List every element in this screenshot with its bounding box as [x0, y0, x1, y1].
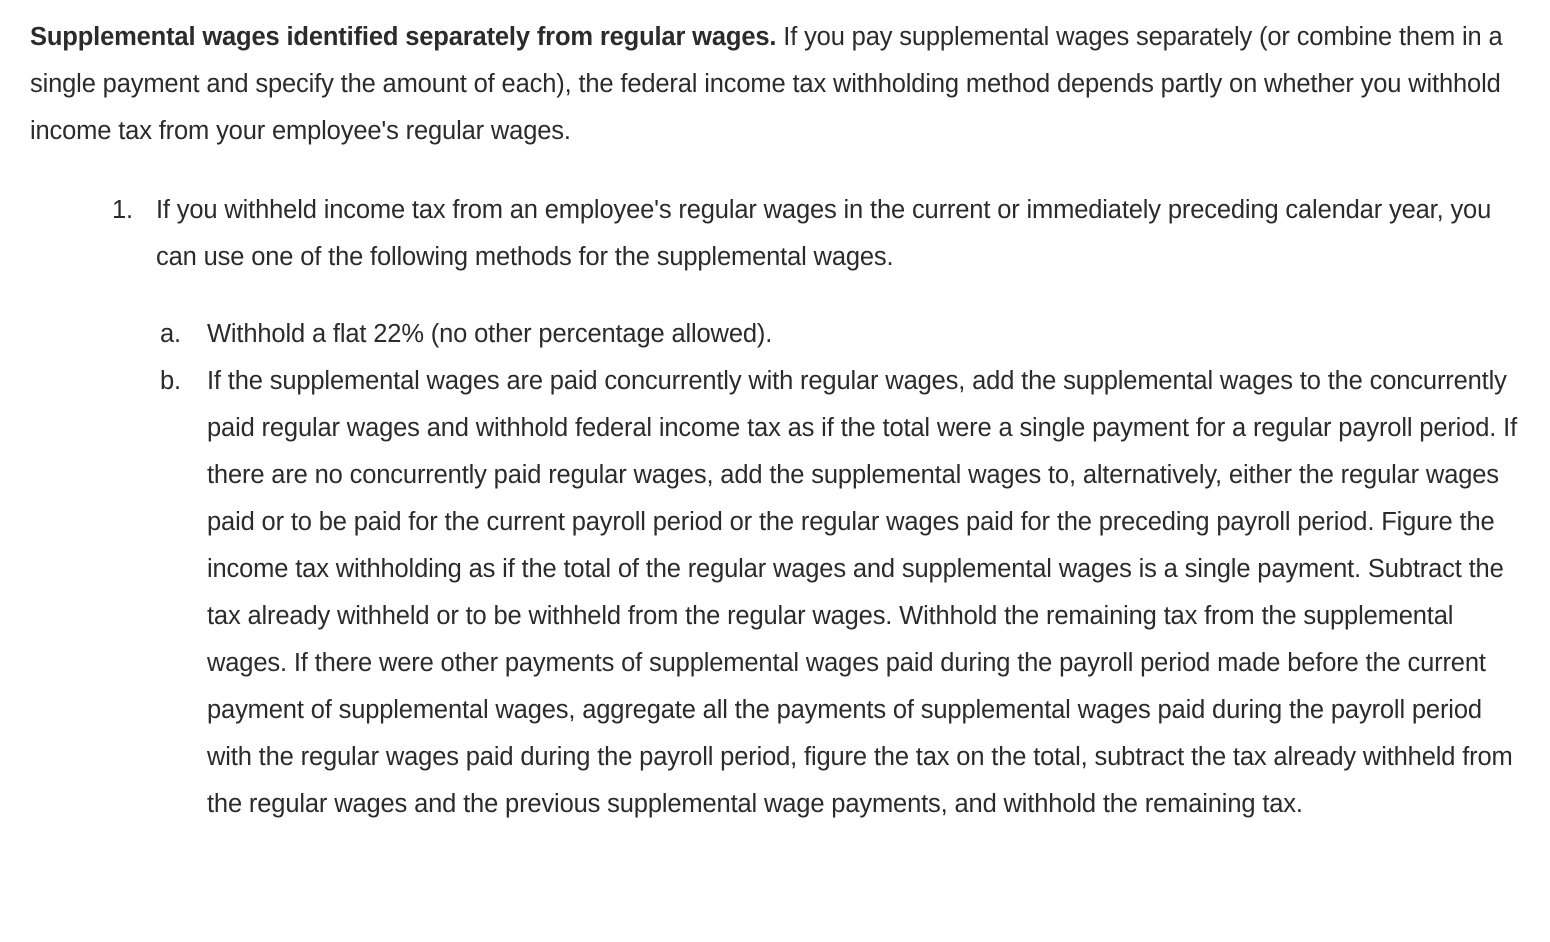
intro-body-text: If you pay supplemental wages separately (or combine them in a single payment and specify the amount of each), the federal income tax withholding method depends partly on whether you withhold income tax from your employee's regular wages. [30, 23, 1503, 145]
intro-lead-in: Supplemental wages identified separately from regular wages. [30, 23, 777, 51]
numbered-list [30, 187, 1525, 281]
list-item [30, 358, 1525, 828]
list-item [30, 311, 1525, 358]
list-marker-letter: a. [160, 320, 181, 348]
list-item [30, 187, 1525, 281]
list-item-text: If you withheld income tax from an employee's regular wages in the current or immediately preceding calendar year, you can use one of the following methods for the supplemental wages. [156, 196, 1492, 271]
list-marker-letter: b. [160, 367, 181, 395]
lettered-sublist [30, 311, 1525, 828]
list-marker-number: 1. [112, 196, 133, 224]
list-item-text: Withhold a flat 22% (no other percentage allowed). [207, 320, 773, 348]
list-item-text: If the supplemental wages are paid concurrently with regular wages, add the supplemental wages to the concurrently paid regular wages and withhold federal income tax as if the total were a single payment for a regular payroll period. If there are no concurrently paid regular wages, add the supplemental wages to, alternatively, either the regular wages paid or to be paid for the current payroll period or the regular wages paid for the preceding payroll period. Figure the income tax withholding as if the total of the regular wages and supplemental wages is a single payment. Subtract the tax already withheld or to be withheld from the regular wages. Withhold the remaining tax from the supplemental wages. If there were other payments of supplemental wages paid during the payroll period made before the current payment of supplemental wages, aggregate all the payments of supplemental wages paid during the payroll period with the regular wages paid during the payroll period, figure the tax on the total, subtract the tax already withheld from the regular wages and the previous supplemental wage payments, and withhold the remaining tax. [207, 367, 1518, 818]
intro-paragraph [30, 14, 1525, 155]
